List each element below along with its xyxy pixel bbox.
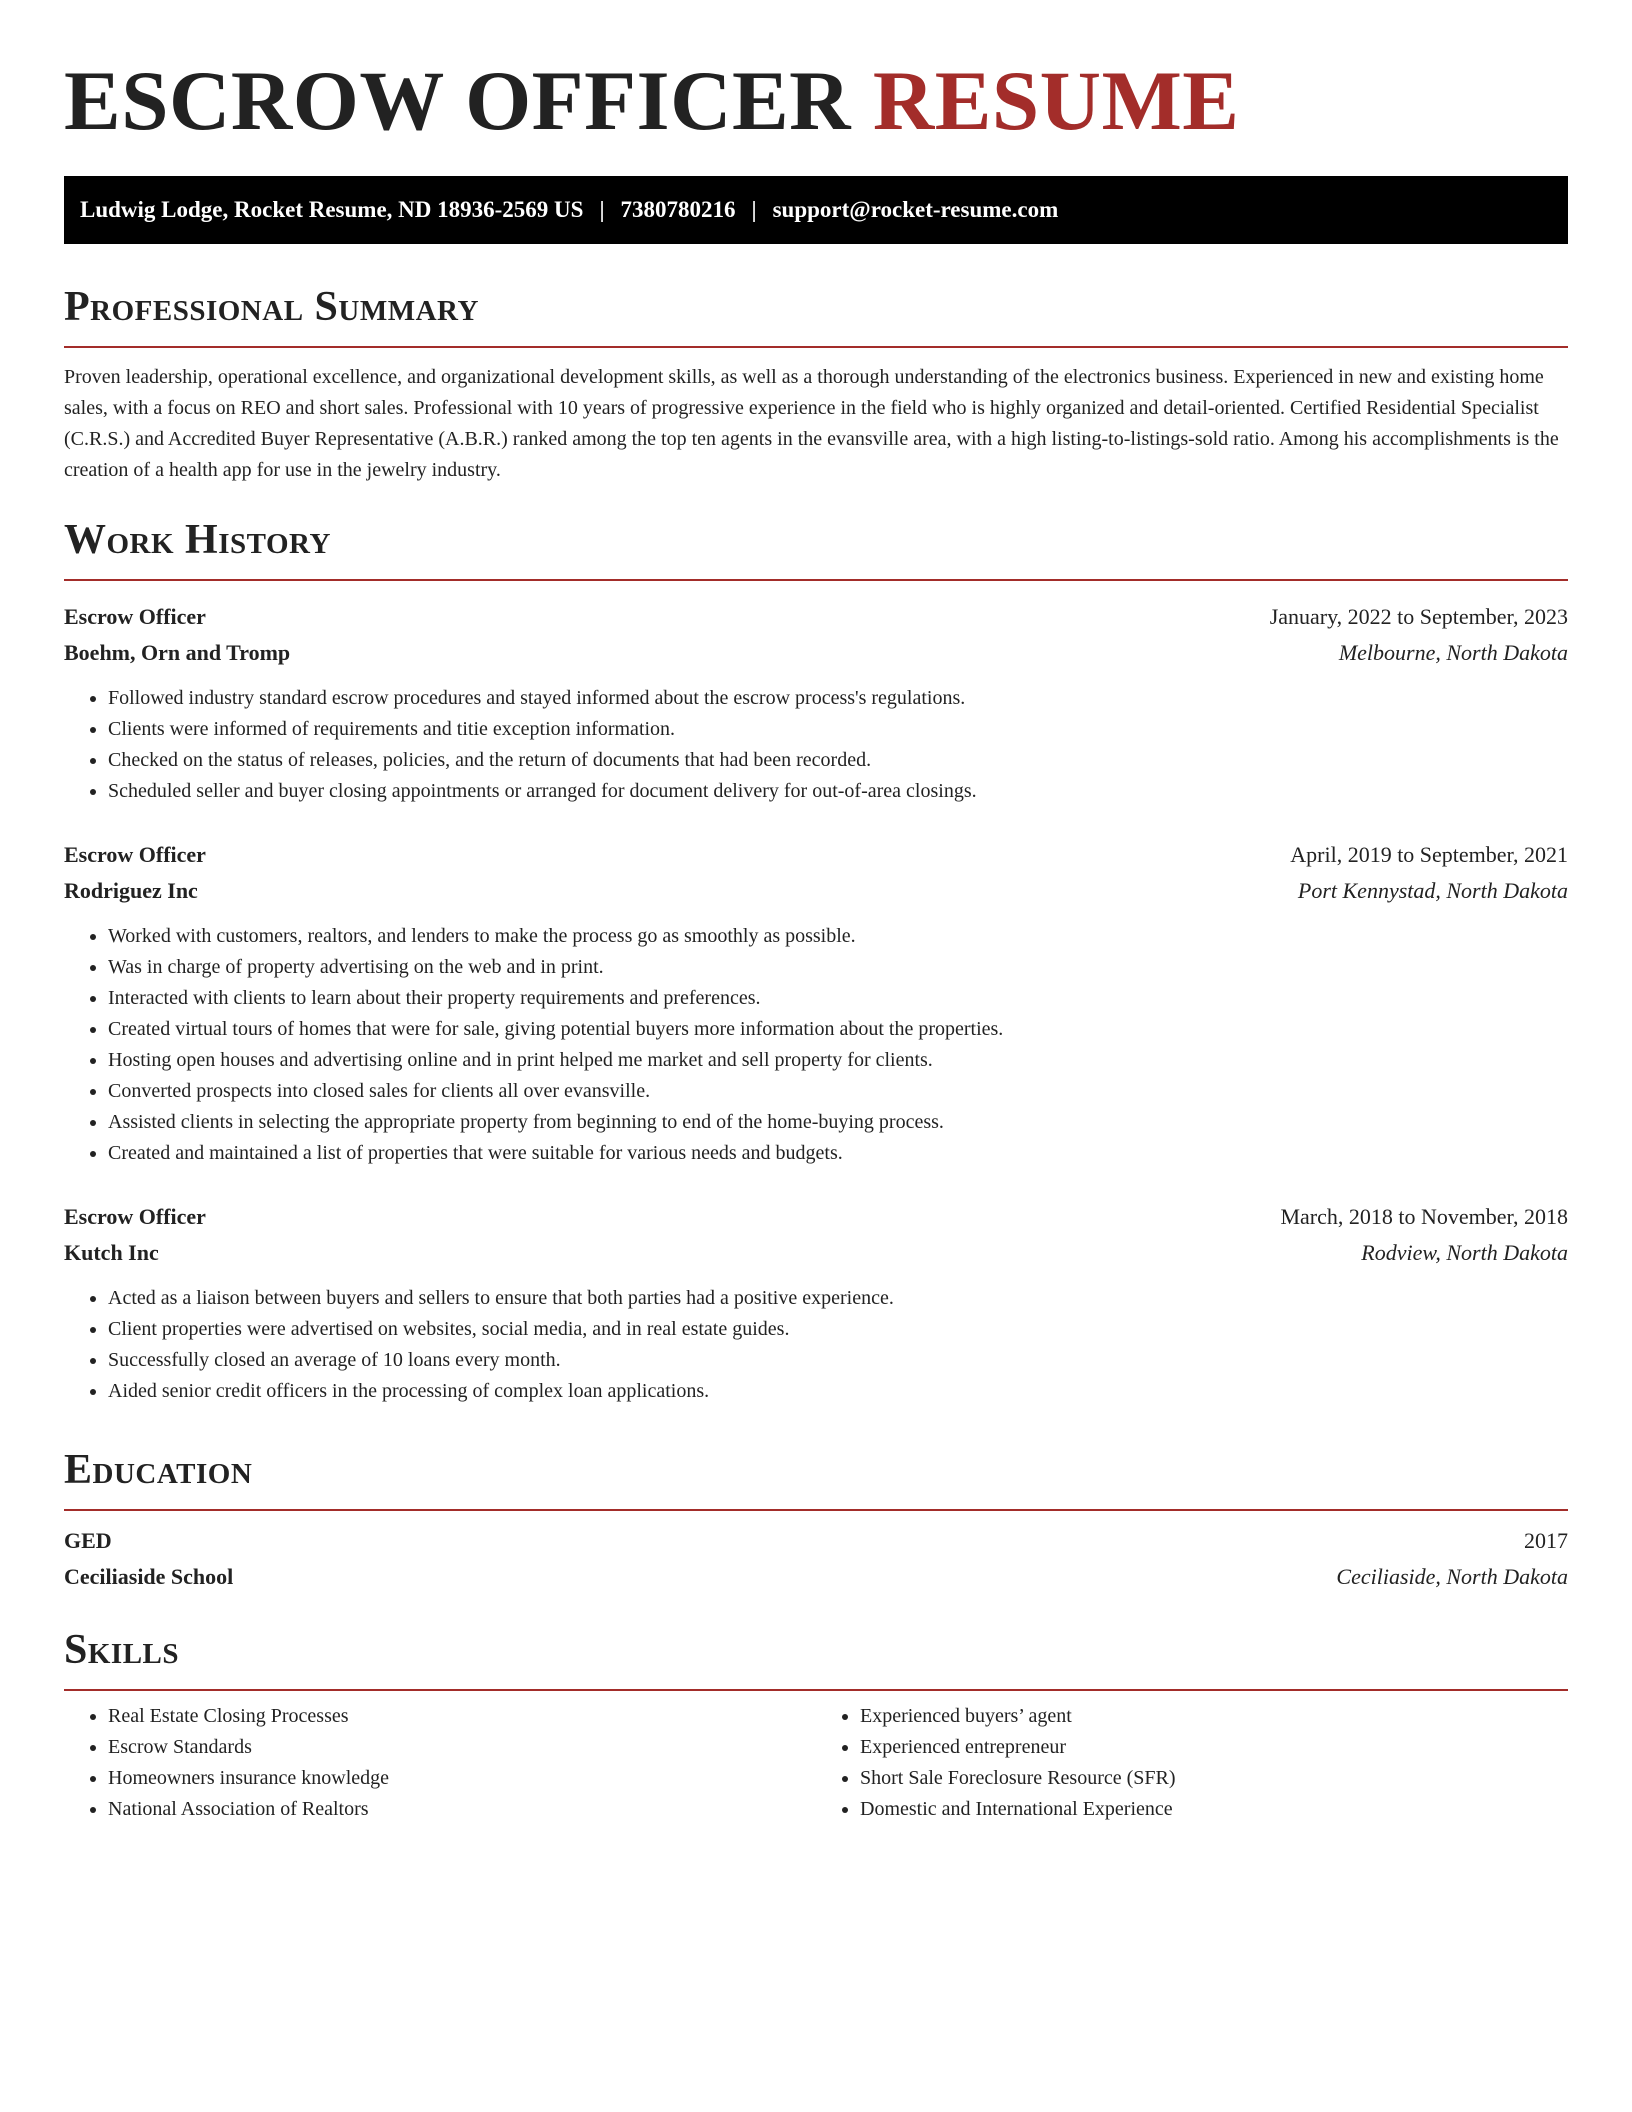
job-company: Boehm, Orn and Tromp <box>64 640 291 665</box>
job-bullet: • Scheduled seller and buyer closing appointments or arranged for document delivery for out-of-area closings. <box>108 776 1568 807</box>
job-bullet: • Hosting open houses and advertising online and in print helped me market and sell property for clients. <box>108 1045 1568 1076</box>
summary-text: Proven leadership, operational excellence, and organizational development skills, as well as a thorough understanding of the electronics business. Experienced in new and existing home sales, with a focus on REO and short sales. Professional with 10 years of progressive experience in the field who is highly organized and detail-oriented. Certified Residential Specialist (C.R.S.) and Accredited Buyer Representative (A.B.R.) ranked among the top ten agents in the evansville area, with a high listing-to-listings-sold ratio. Among his accomplishments is the creation of a health app for use in the jewelry industry. <box>64 366 1559 481</box>
skill-item: • Real Estate Closing Processes <box>108 1701 816 1732</box>
contact-address: Ludwig Lodge, Rocket Resume, ND 18936-2569 US <box>80 197 584 222</box>
job-bullet: • Checked on the status of releases, policies, and the return of documents that had been recorded. <box>108 745 1568 776</box>
summary-section <box>64 282 1568 486</box>
section-heading: Skills <box>64 1627 180 1673</box>
section-divider <box>64 1689 1568 1691</box>
skill-item: • Experienced entrepreneur <box>860 1732 1568 1763</box>
job-location: Port Kennystad, North Dakota <box>1297 878 1568 903</box>
job-entry <box>64 1199 1568 1407</box>
job-row <box>64 635 1568 671</box>
education-degree: GED <box>64 1528 112 1553</box>
job-bullet: • Interacted with clients to learn about their property requirements and preferences. <box>108 983 1568 1014</box>
job-title: Escrow Officer <box>64 842 206 867</box>
section-divider <box>64 346 1568 348</box>
skill-item: • Homeowners insurance knowledge <box>108 1763 816 1794</box>
skill-item: • Escrow Standards <box>108 1732 816 1763</box>
job-title: Escrow Officer <box>64 604 206 629</box>
title-accent: RESUME <box>872 54 1240 148</box>
work-history-section <box>64 515 1568 1407</box>
education-school: Ceciliaside School <box>64 1564 234 1589</box>
contact-email: support@rocket-resume.com <box>772 197 1059 222</box>
job-bullet: • Created and maintained a list of properties that were suitable for various needs and budgets. <box>108 1138 1568 1169</box>
contact-separator: | <box>599 197 605 222</box>
education-entry <box>64 1523 1568 1595</box>
education-row <box>64 1523 1568 1559</box>
section-heading: Education <box>64 1447 253 1493</box>
job-bullet: • Clients were informed of requirements and titie exception information. <box>108 714 1568 745</box>
job-bullet: • Followed industry standard escrow procedures and stayed informed about the escrow process's regulations. <box>108 683 1568 714</box>
skills-list-left <box>64 1701 816 1825</box>
job-bullet: • Assisted clients in selecting the appropriate property from beginning to end of the home-buying process. <box>108 1107 1568 1138</box>
skill-item: • Experienced buyers’ agent <box>860 1701 1568 1732</box>
skill-item: • National Association of Realtors <box>108 1794 816 1825</box>
job-location: Rodview, North Dakota <box>1361 1240 1568 1265</box>
job-location: Melbourne, North Dakota <box>1338 640 1568 665</box>
section-heading: Professional Summary <box>64 284 479 330</box>
job-entry <box>64 837 1568 1169</box>
section-heading: Work History <box>64 517 331 563</box>
job-bullet: • Created virtual tours of homes that were for sale, giving potential buyers more information about the properties. <box>108 1014 1568 1045</box>
job-company: Rodriguez Inc <box>64 878 198 903</box>
job-row <box>64 1199 1568 1235</box>
job-bullet: • Acted as a liaison between buyers and sellers to ensure that both parties had a positive experience. <box>108 1283 1568 1314</box>
section-divider <box>64 1509 1568 1511</box>
job-bullets <box>64 683 1568 807</box>
resume-title <box>64 50 1240 152</box>
job-bullet: • Worked with customers, realtors, and lenders to make the process go as smoothly as possible. <box>108 921 1568 952</box>
education-location: Ceciliaside, North Dakota <box>1336 1564 1568 1589</box>
education-section <box>64 1445 1568 1595</box>
job-dates: April, 2019 to September, 2021 <box>1290 842 1568 867</box>
job-bullet: • Aided senior credit officers in the processing of complex loan applications. <box>108 1376 1568 1407</box>
job-row <box>64 1235 1568 1271</box>
contact-bar <box>64 176 1568 244</box>
job-bullet: • Converted prospects into closed sales for clients all over evansville. <box>108 1076 1568 1107</box>
contact-separator: | <box>751 197 757 222</box>
job-bullets <box>64 921 1568 1169</box>
job-row <box>64 837 1568 873</box>
skill-item: • Short Sale Foreclosure Resource (SFR) <box>860 1763 1568 1794</box>
skill-item: • Domestic and International Experience <box>860 1794 1568 1825</box>
job-row <box>64 873 1568 909</box>
education-row <box>64 1559 1568 1595</box>
title-main: ESCROW OFFICER <box>64 54 852 148</box>
job-bullet: • Client properties were advertised on websites, social media, and in real estate guides. <box>108 1314 1568 1345</box>
job-dates: January, 2022 to September, 2023 <box>1269 604 1568 629</box>
skills-section <box>64 1625 1568 1825</box>
job-bullet: • Was in charge of property advertising on the web and in print. <box>108 952 1568 983</box>
job-title: Escrow Officer <box>64 1204 206 1229</box>
section-divider <box>64 579 1568 581</box>
job-dates: March, 2018 to November, 2018 <box>1280 1204 1568 1229</box>
job-entry <box>64 599 1568 807</box>
job-bullet: • Successfully closed an average of 10 loans every month. <box>108 1345 1568 1376</box>
education-year: 2017 <box>1524 1528 1568 1553</box>
contact-phone: 7380780216 <box>620 197 736 222</box>
job-row <box>64 599 1568 635</box>
skills-list-right <box>816 1701 1568 1825</box>
job-bullets <box>64 1283 1568 1407</box>
skills-columns <box>64 1701 1568 1825</box>
job-list <box>64 599 1568 1407</box>
job-company: Kutch Inc <box>64 1240 159 1265</box>
